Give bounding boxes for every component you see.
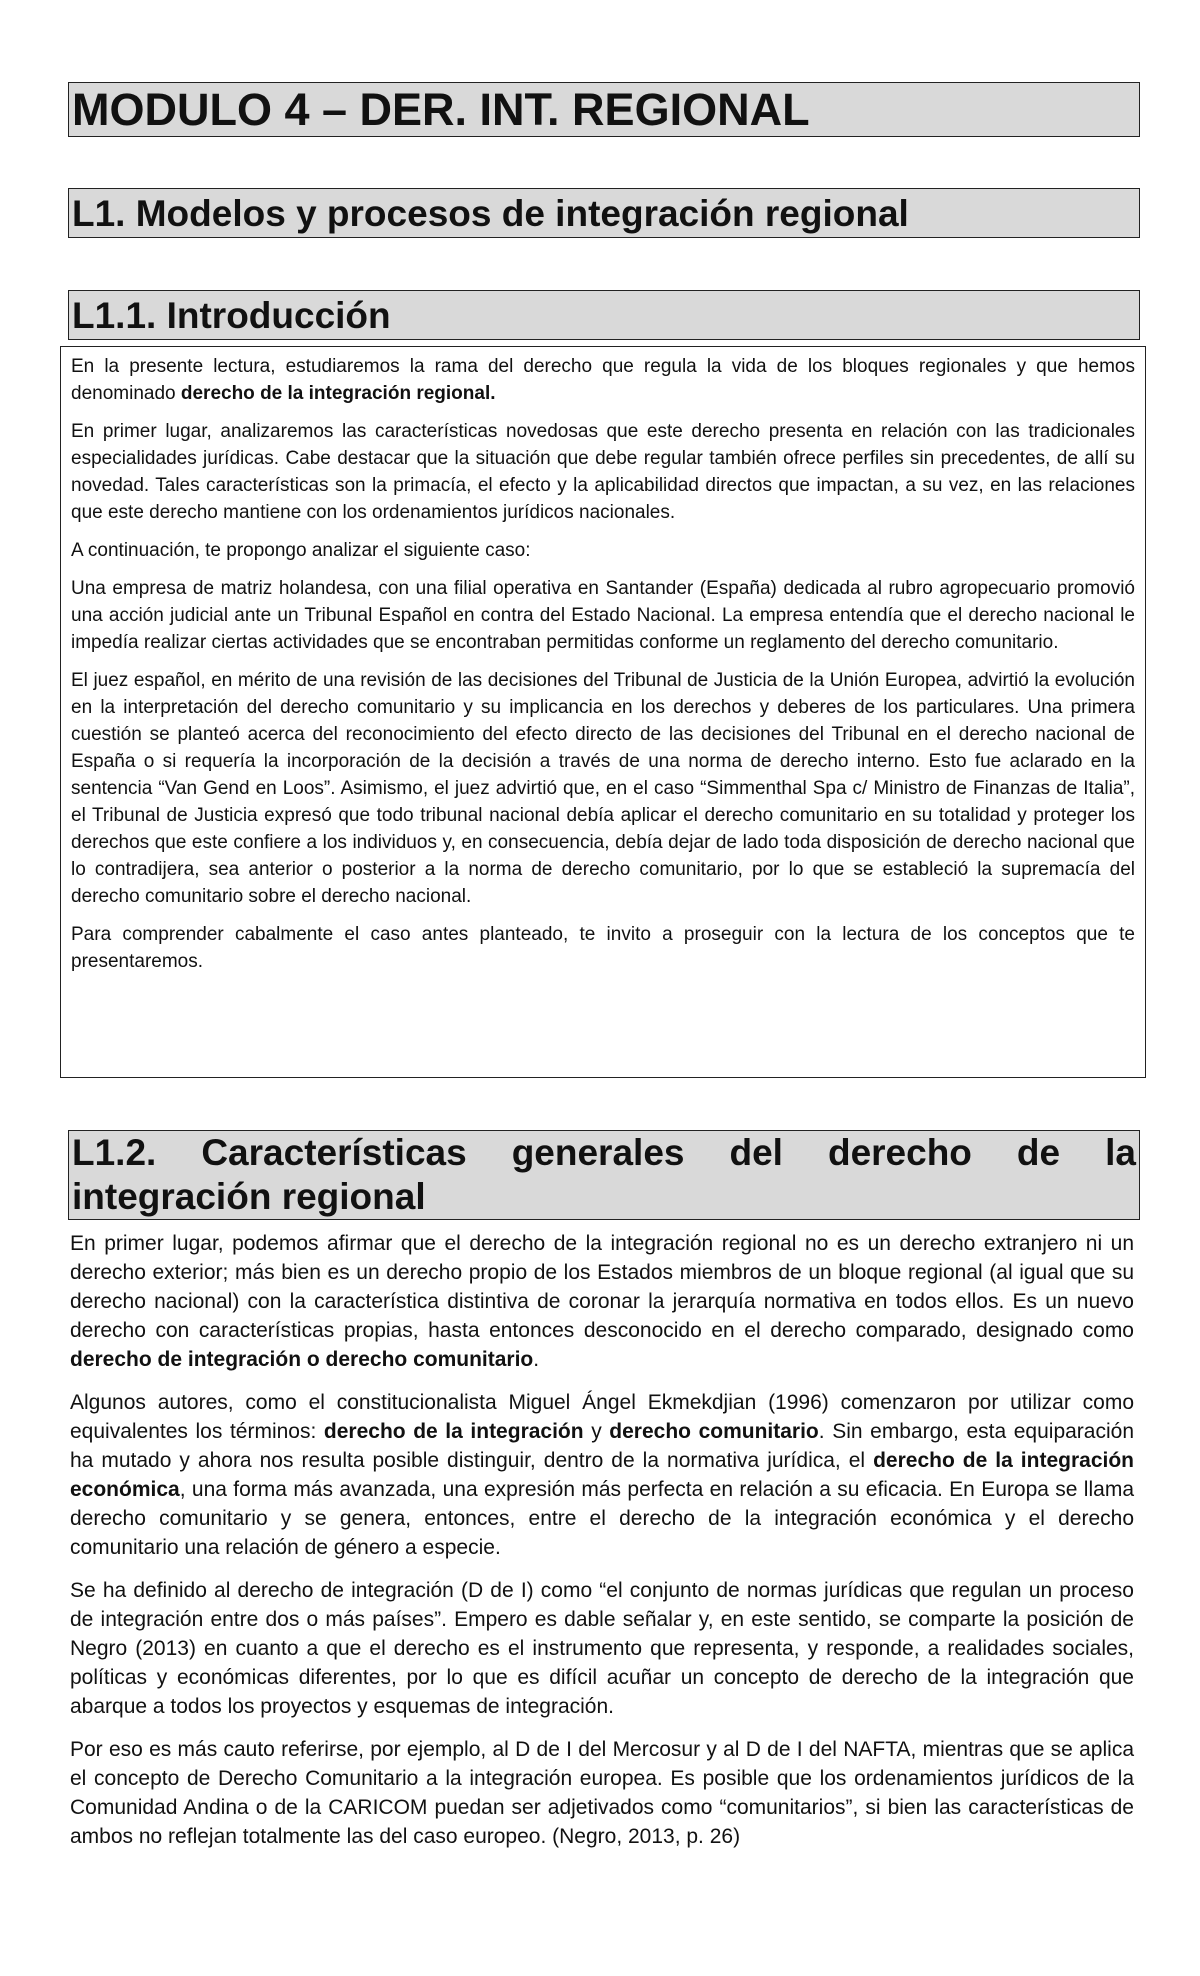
intro-paragraph-closing: Para comprender cabalmente el caso antes planteado, te invito a proseguir con la lectura de los conceptos que te presentaremos. xyxy=(71,924,1135,972)
lesson-heading: L1. Modelos y procesos de integración regional xyxy=(68,188,1140,238)
introduction-case-box xyxy=(60,346,1146,1078)
intro-paragraph-2: En primer lugar, analizaremos las características novedosas que este derecho presenta en relación con las tradicionales especialidades jurídicas. Cabe destacar que la situación que debe regular también ofrece perfiles sin precedentes, de allí su novedad. Tales características son la primacía, el efecto y la aplicabilidad directos que impactan, a su vez, en las relaciones que este derecho mantiene con los ordenamientos jurídicos nacionales. xyxy=(71,421,1135,523)
intro-paragraph-3: A continuación, te propongo analizar el siguiente caso: xyxy=(71,540,531,561)
section2-paragraph-4: Por eso es más cauto referirse, por ejemplo, al D de I del Mercosur y al D de I del NAFTA, mientras que se aplica el concepto de Derecho Comunitario a la integración europea. Es posible que los ordenamientos jurídicos de la Comunidad Andina o de la CARICOM puedan ser adjetivados como “comunitarios”, si bien las características de ambos no reflejan totalmente las del caso europeo. (Negro, 2013, p. 26) xyxy=(70,1738,1134,1848)
case-paragraph-2: El juez español, en mérito de una revisión de las decisiones del Tribunal de Justicia de la Unión Europea, advirtió la evolución en la interpretación del derecho comunitario y su implicancia en los derechos y deberes de los particulares. Una primera cuestión se planteó acerca del reconocimiento del efecto directo de las decisiones del Tribunal en el derecho nacional de España o si requería la incorporación de la decisión a través de una norma de derecho interno. Esto fue aclarado en la sentencia “Van Gend en Loos”. Asimismo, el juez advirtió que, en el caso “Simmenthal Spa c/ Ministro de Finanzas de Italia”, el Tribunal de Justicia expresó que todo tribunal nacional debía aplicar el derecho comunitario en su totalidad y proteger los derechos que este confiere a los individuos y, en consecuencia, debía dejar de lado toda disposición de derecho nacional que lo contradijera, sea anterior o posterior a la norma de derecho comunitario, por lo que se estableció la supremacía del derecho comunitario sobre el derecho nacional. xyxy=(71,670,1135,907)
module-heading: MODULO 4 – DER. INT. REGIONAL xyxy=(68,82,1140,137)
section2-paragraph-2: Algunos autores, como el constitucionalista Miguel Ángel Ekmekdjian (1996) comenzaron por utilizar como equivalentes los términos: derecho de la integración y derecho comunitario. Sin embargo, esta equiparación ha mutado y ahora nos resulta posible distinguir, dentro de la normativa jurídica, el derecho de la integración económica, una forma más avanzada, una expresión más perfecta en relación a su eficacia. En Europa se llama derecho comunitario y se genera, entonces, entre el derecho de la integración económica y el derecho comunitario una relación de género a especie. xyxy=(70,1391,1134,1559)
section-heading-introduccion: L1.1. Introducción xyxy=(68,290,1140,340)
section2-paragraph-1: En primer lugar, podemos afirmar que el derecho de la integración regional no es un derecho extranjero ni un derecho exterior; más bien es un derecho propio de los Estados miembros de un bloque regional (al igual que su derecho nacional) con la característica distintiva de coronar la jerarquía normativa en todos ellos. Es un nuevo derecho con características propias, hasta entonces desconocido en el derecho comparado, designado como derecho de integración o derecho comunitario. xyxy=(70,1232,1134,1371)
intro-paragraph-1: En la presente lectura, estudiaremos la rama del derecho que regula la vida de los bloques regionales y que hemos denominado derecho de la integración regional. xyxy=(71,356,1135,404)
section-heading-caracteristicas: L1.2. Características generales del derecho de la integración regional xyxy=(68,1130,1140,1220)
section2-paragraph-3: Se ha definido al derecho de integración (D de I) como “el conjunto de normas jurídicas que regulan un proceso de integración entre dos o más países”. Empero es dable señalar y, en este sentido, se comparte la posición de Negro (2013) en cuanto a que el derecho es el instrumento que representa, y responde, a realidades sociales, políticas y económicas diferentes, por lo que es difícil acuñar un concepto de derecho de la integración que abarque a todos los proyectos y esquemas de integración. xyxy=(70,1579,1134,1718)
section-2-body xyxy=(70,1229,1134,1865)
intro-bold-term: derecho de la integración regional. xyxy=(180,383,496,404)
case-paragraph-1: Una empresa de matriz holandesa, con una filial operativa en Santander (España) dedicada al rubro agropecuario promovió una acción judicial ante un Tribunal Español en contra del Estado Nacional. La empresa entendía que el derecho nacional le impedía realizar ciertas actividades que se encontraban permitidas conforme un reglamento del derecho comunitario. xyxy=(71,578,1135,653)
